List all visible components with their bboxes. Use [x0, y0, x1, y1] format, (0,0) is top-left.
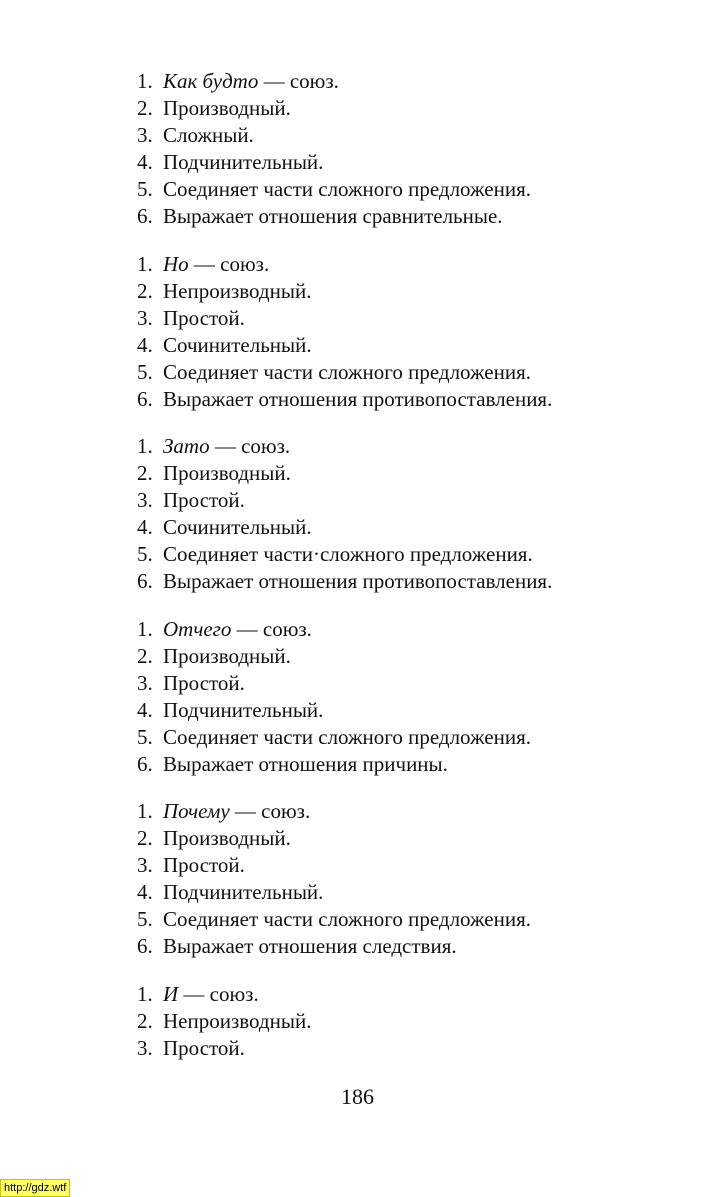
- line-number: 5.: [137, 542, 153, 566]
- entry-part-of-speech: — союз.: [258, 69, 339, 93]
- line-number: 3.: [137, 488, 153, 512]
- line-number: 4.: [137, 150, 153, 174]
- line-number: 6.: [137, 387, 153, 411]
- line-number: 1.: [137, 799, 153, 823]
- line-text: Простой.: [163, 306, 245, 330]
- line-text: Выражает отношения следствия.: [163, 934, 457, 958]
- line-text: Соединяет части·сложного предложения.: [163, 542, 533, 566]
- entry-word: Отчего: [163, 617, 232, 641]
- line-number: 2.: [137, 96, 153, 120]
- entry-line: [137, 95, 531, 122]
- line-text: Соединяет части сложного предложения.: [163, 177, 531, 201]
- line-text: Соединяет части сложного предложения.: [163, 907, 531, 931]
- line-number: 2.: [137, 461, 153, 485]
- entry-line: [137, 68, 531, 95]
- entry-line: [137, 1008, 311, 1035]
- entry-block: [137, 433, 552, 595]
- entry-line: [137, 122, 531, 149]
- entry-line: [137, 278, 552, 305]
- line-text: Подчинительный.: [163, 698, 324, 722]
- entry-word: Но: [163, 252, 189, 276]
- line-number: 2.: [137, 826, 153, 850]
- line-text: Выражает отношения противопоставления.: [163, 569, 553, 593]
- line-text: Выражает отношения сравнительные.: [163, 204, 503, 228]
- line-number: 1.: [137, 617, 153, 641]
- entry-line: [137, 825, 531, 852]
- line-number: 2.: [137, 279, 153, 303]
- line-number: 3.: [137, 671, 153, 695]
- line-number: 4.: [137, 880, 153, 904]
- line-number: 3.: [137, 123, 153, 147]
- line-number: 4.: [137, 515, 153, 539]
- line-text: Простой.: [163, 853, 245, 877]
- entry-line: [137, 751, 531, 778]
- entry-line: [137, 906, 531, 933]
- line-text: Подчинительный.: [163, 150, 324, 174]
- entry-line: [137, 670, 531, 697]
- line-text: Выражает отношения противопоставления.: [163, 387, 553, 411]
- entry-part-of-speech: — союз.: [231, 617, 312, 641]
- line-number: 4.: [137, 333, 153, 357]
- line-number: 1.: [137, 982, 153, 1006]
- line-text: Подчинительный.: [163, 880, 324, 904]
- entry-part-of-speech: — союз.: [229, 799, 311, 823]
- entry-line: [137, 616, 531, 643]
- line-number: 6.: [137, 204, 153, 228]
- entry-line: [137, 879, 531, 906]
- line-number: 1.: [137, 69, 153, 93]
- entry-line: [137, 697, 531, 724]
- entry-part-of-speech: — союз.: [209, 434, 291, 458]
- entry-word: И: [163, 982, 179, 1006]
- entry-line: [137, 251, 552, 278]
- entry-block: [137, 68, 531, 230]
- line-text: Соединяет части сложного предложения.: [163, 725, 531, 749]
- line-text: Соединяет части сложного предложения.: [163, 360, 531, 384]
- line-number: 5.: [137, 725, 153, 749]
- line-text: Сочинительный.: [163, 515, 312, 539]
- entry-line: [137, 514, 552, 541]
- line-number: 4.: [137, 698, 153, 722]
- entry-line: [137, 149, 531, 176]
- entry-line: [137, 1035, 311, 1062]
- entry-line: [137, 568, 552, 595]
- entry-word: Зато: [163, 434, 210, 458]
- entry-line: [137, 203, 531, 230]
- entry-block: [137, 251, 552, 413]
- entry-line: [137, 487, 552, 514]
- line-number: 2.: [137, 644, 153, 668]
- line-text: Простой.: [163, 488, 245, 512]
- line-text: Производный.: [163, 826, 291, 850]
- entry-line: [137, 933, 531, 960]
- entry-part-of-speech: — союз.: [178, 982, 259, 1006]
- line-text: Непроизводный.: [163, 1009, 312, 1033]
- line-number: 6.: [137, 934, 153, 958]
- entry-line: [137, 386, 552, 413]
- entry-line: [137, 359, 552, 386]
- entry-line: [137, 433, 552, 460]
- line-number: 3.: [137, 1036, 153, 1060]
- line-text: Непроизводный.: [163, 279, 312, 303]
- line-number: 2.: [137, 1009, 153, 1033]
- line-text: Сочинительный.: [163, 333, 312, 357]
- entry-line: [137, 305, 552, 332]
- entry-line: [137, 981, 311, 1008]
- entry-word: Почему: [163, 799, 230, 823]
- entry-line: [137, 724, 531, 751]
- entry-line: [137, 643, 531, 670]
- line-number: 1.: [137, 252, 153, 276]
- entry-line: [137, 176, 531, 203]
- entry-line: [137, 798, 531, 825]
- line-text: Производный.: [163, 644, 291, 668]
- line-text: Простой.: [163, 1036, 245, 1060]
- line-number: 3.: [137, 853, 153, 877]
- entry-line: [137, 332, 552, 359]
- line-text: Простой.: [163, 671, 245, 695]
- entry-block: [137, 981, 311, 1062]
- line-text: Выражает отношения причины.: [163, 752, 448, 776]
- line-number: 5.: [137, 360, 153, 384]
- line-text: Производный.: [163, 96, 291, 120]
- watermark-label: http://gdz.wtf: [0, 1179, 70, 1197]
- line-number: 1.: [137, 434, 153, 458]
- line-text: Сложный.: [163, 123, 254, 147]
- entry-line: [137, 541, 552, 568]
- line-number: 6.: [137, 752, 153, 776]
- entry-word: Как будто: [163, 69, 259, 93]
- line-number: 5.: [137, 907, 153, 931]
- entry-block: [137, 616, 531, 778]
- line-number: 5.: [137, 177, 153, 201]
- entry-line: [137, 852, 531, 879]
- entry-line: [137, 460, 552, 487]
- entry-block: [137, 798, 531, 960]
- line-text: Производный.: [163, 461, 291, 485]
- entry-part-of-speech: — союз.: [188, 252, 270, 276]
- line-number: 3.: [137, 306, 153, 330]
- line-number: 6.: [137, 569, 153, 593]
- page-number: 186: [341, 1084, 374, 1109]
